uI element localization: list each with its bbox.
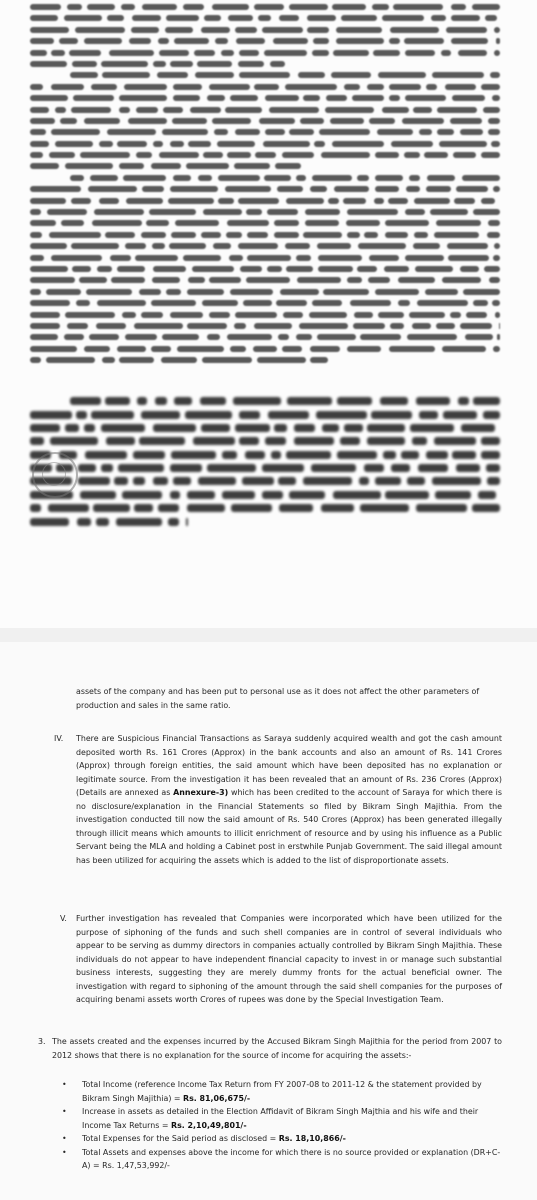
illegible-line bbox=[30, 95, 510, 101]
illegible-line bbox=[30, 357, 510, 363]
summary-item bbox=[60, 1146, 504, 1173]
readable-page bbox=[0, 642, 537, 1200]
text-run: Total Expenses for the Said period as disclosed = bbox=[82, 1134, 279, 1143]
illegible-line bbox=[30, 141, 510, 147]
text-run: which has been credited to the account of Saraya for which there is no disclosure/explanation in the Financial Statements so filed by Bikram Singh Majithia. From the investigation conducted till now the said amount of Rs. 540 Crores (Approx) has been generated illegally through illicit means which amounts to illicit enrichment of resource and by using his influence as a Public Servant being the MLA and holding a Cabinet post in erstwhile Punjab Government. The said illegal amount has been utilized for acquiring the assets which is added to the list of disproportionate assets. bbox=[76, 788, 502, 865]
illegible-line bbox=[30, 491, 510, 499]
illegible-line bbox=[30, 118, 510, 124]
point-body bbox=[52, 1035, 502, 1062]
summary-item bbox=[60, 1132, 504, 1146]
illegible-line bbox=[30, 424, 510, 432]
illegible-line bbox=[30, 209, 510, 215]
text-run: Total Assets and expenses above the income for which there is no source provided or explanation (DR+C-A) = Rs. 1,47,53,992/- bbox=[82, 1147, 501, 1170]
illegible-line bbox=[30, 334, 510, 340]
point-3 bbox=[38, 1035, 502, 1062]
summary-text bbox=[82, 1148, 500, 1171]
illegible-line bbox=[30, 61, 510, 67]
bullet-point: • bbox=[62, 1107, 67, 1116]
illegible-line bbox=[30, 4, 510, 10]
illegible-line bbox=[30, 27, 510, 33]
summary-text bbox=[82, 1107, 478, 1130]
illegible-line bbox=[30, 84, 510, 90]
emphasized-text: Annexure-3) bbox=[173, 788, 229, 797]
summary-item bbox=[60, 1105, 504, 1132]
illegible-line bbox=[30, 518, 510, 526]
illegible-line bbox=[30, 175, 510, 181]
illegible-line bbox=[30, 107, 510, 113]
summary-text bbox=[82, 1134, 346, 1143]
emphasized-text: Rs. 18,10,866/- bbox=[278, 1134, 346, 1143]
text-run: The assets created and the expenses incurred by the Accused Bikram Singh Majithia for the period from 2007 to 2012 shows that there is no explanation for the source of income for acquiring the assets:- bbox=[52, 1037, 502, 1060]
illegible-line bbox=[30, 323, 510, 329]
text-run: Total Income (reference Income Tax Return from FY 2007-08 to 2011-12 & the statement provided by Bikram Singh Majithia) = bbox=[82, 1080, 482, 1103]
illegible-line bbox=[30, 72, 510, 78]
point-marker: IV. bbox=[54, 734, 64, 743]
emphasized-text: Rs. 81,06,675/- bbox=[183, 1093, 251, 1103]
text-run: Increase in assets as detailed in the Election Affidavit of Bikram Singh Majthia and his wife and their Income Tax Returns = bbox=[82, 1107, 479, 1130]
illegible-text-block bbox=[30, 4, 510, 531]
illegible-line bbox=[30, 451, 510, 459]
illegible-line bbox=[30, 198, 510, 204]
illegible-line bbox=[30, 504, 510, 512]
summary-text bbox=[82, 1080, 482, 1103]
bullet-point: • bbox=[62, 1134, 67, 1143]
illegible-line bbox=[30, 50, 510, 56]
illegible-line bbox=[30, 289, 510, 295]
continuation-paragraph: assets of the company and has been put to personal use as it does not affect the other parameters of production and sales in the same ratio. bbox=[76, 687, 480, 710]
point-marker: 3. bbox=[38, 1037, 46, 1046]
illegible-line bbox=[30, 464, 510, 472]
illegible-line bbox=[30, 300, 510, 306]
asset-summary-list bbox=[60, 1078, 504, 1173]
illegible-line bbox=[30, 437, 510, 445]
bullet-point: • bbox=[62, 1147, 67, 1157]
illegible-line bbox=[30, 255, 510, 261]
illegible-line bbox=[30, 15, 510, 21]
official-seal bbox=[32, 452, 78, 498]
summary-item bbox=[60, 1078, 504, 1105]
illegible-line bbox=[30, 38, 510, 44]
illegible-line bbox=[30, 411, 510, 419]
illegible-line bbox=[30, 186, 510, 192]
illegible-line bbox=[30, 266, 510, 272]
emphasized-text: Rs. 2,10,49,801/- bbox=[171, 1120, 247, 1130]
illegible-line bbox=[30, 232, 510, 238]
text-run: There are Suspicious Financial Transactions as Saraya suddenly acquired wealth and got the cash amount deposited worth Rs. 161 Crores (Approx) in the bank accounts and also an amount of Rs. 141 Crores (Approx) through foreign entities, the said amount which have been deposited has no explanation or legitimate source. From the investigation it has been revealed that an amount of Rs. 236 Crores (Approx) (Details are annexed as bbox=[76, 734, 502, 797]
illegible-line bbox=[30, 277, 510, 283]
illegible-line bbox=[30, 220, 510, 226]
illegible-line bbox=[30, 312, 510, 318]
bullet-point: • bbox=[62, 1080, 67, 1089]
page-separator bbox=[0, 628, 537, 642]
illegible-line bbox=[30, 163, 510, 169]
point-body bbox=[76, 732, 502, 867]
illegible-line bbox=[30, 129, 510, 135]
text-run: Further investigation has revealed that Companies were incorporated which have been utilized for the purpose of siphoning of the funds and such shell companies are in control of several individuals who appear to be serving as dummy directors in companies actually controlled by Bikram Singh Majithia. These individuals do not appear to have independent financial capacity to invest in or manage such substantial business interests, suggesting they are merely dummy fronts for the actual beneficial owner. The investigation with regard to siphoning of the amount through the said shell companies for the purposes of acquiring benami assets worth Crores of rupees was done by the Special Investigation Team. bbox=[76, 914, 502, 1004]
illegible-line bbox=[30, 243, 510, 249]
point-body bbox=[76, 912, 502, 1007]
illegible-line bbox=[30, 346, 510, 352]
illegible-line bbox=[30, 397, 510, 405]
point-iv bbox=[54, 732, 502, 867]
point-marker: V. bbox=[60, 914, 67, 923]
illegible-line bbox=[30, 477, 510, 485]
illegible-line bbox=[30, 152, 510, 158]
point-v bbox=[60, 912, 502, 1007]
